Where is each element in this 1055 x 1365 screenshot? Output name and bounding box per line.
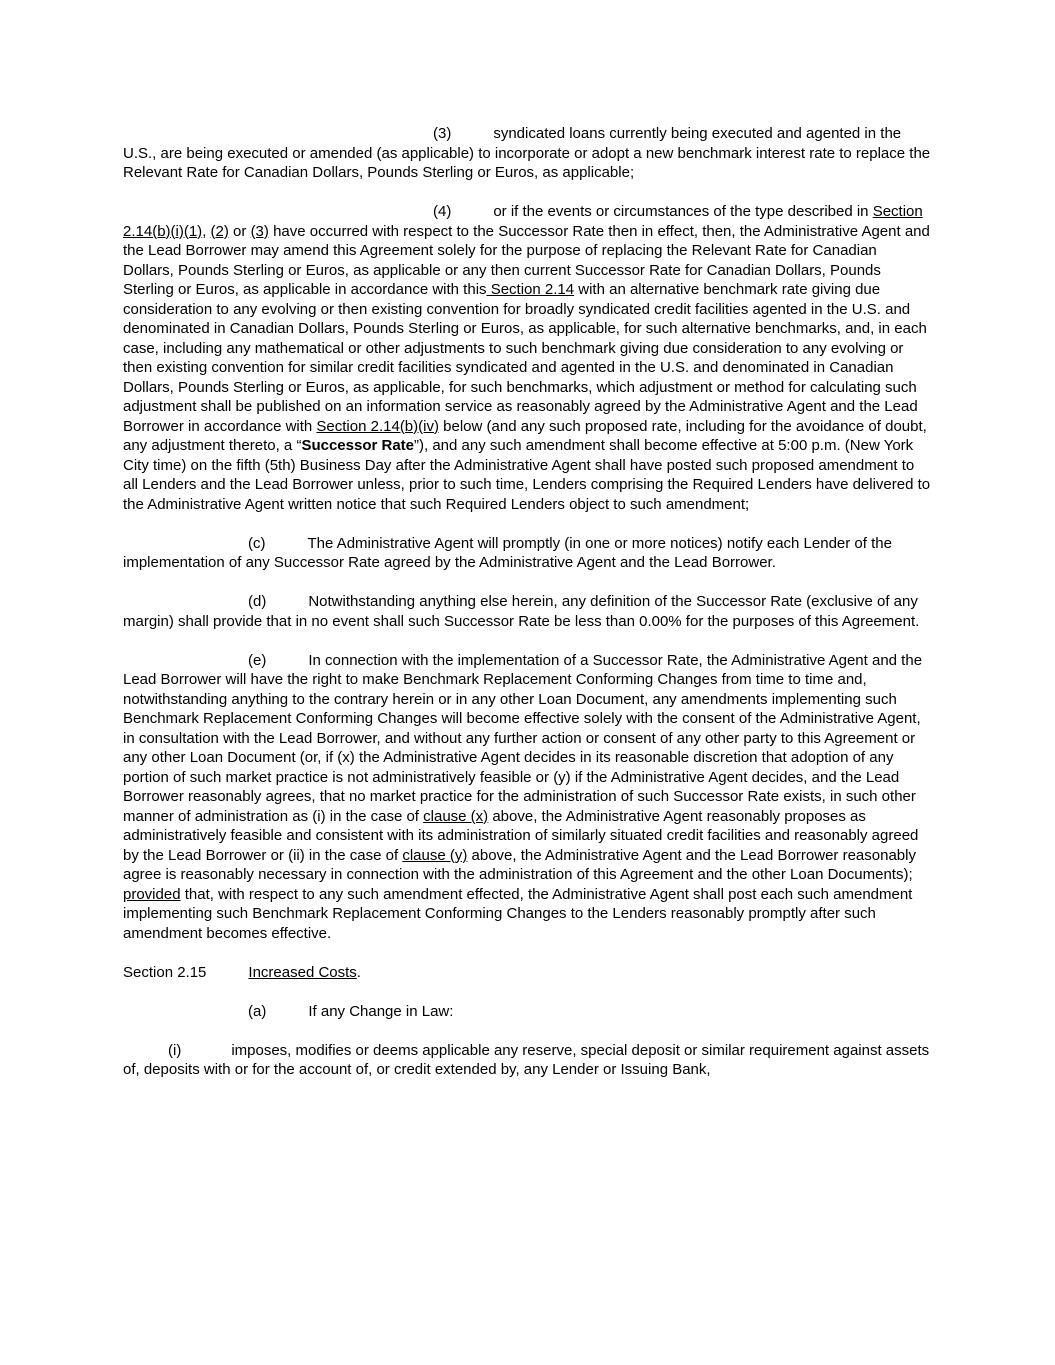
underlined-reference: provided (123, 885, 181, 903)
text-run: or if the events or circumstances of the type described in (493, 203, 873, 220)
text-run: (4) (433, 203, 452, 220)
text-run: Section 2.15 (123, 963, 207, 981)
text-run: , (202, 222, 211, 240)
text-run: above, the Administrative Agent reasonably proposes as administratively feasible and consistent with its administration of similarly situated credit facilities and reasonably agreed by the Lead Borrower or (ii) in the case of (123, 807, 919, 864)
text-run: In connection with the implementation of a Successor Rate, the Administrative Agent and the Lead Borrower will have the right to make Benchmark Replacement Conforming Changes from time to time and, notwithstanding anything to the contrary herein or in any other Loan Document, any amendments implementing such Benchmark Replacement Conforming Changes will become effective solely with the consent of the Administrative Agent, in consultation with the Lead Borrower, and without any further action or consent of any other party to this Agreement or any other Loan Document (or, if (x) the Administrative Agent decides in its reasonable discretion that adoption of any portion of such market practice is not administratively feasible or (y) if the Administrative Agent decides, and the Lead Borrower reasonably agrees, that no market practice for the administration of such Successor Rate exists, in such other manner of administration as (i) in the case of (123, 651, 923, 825)
underlined-reference: Section 2.14(b)(iv) (316, 417, 439, 435)
text-run: (e) (248, 651, 267, 669)
underlined-reference: (3) (250, 222, 269, 240)
text-run: Notwithstanding anything else herein, any definition of the Successor Rate (exclusive of any margin) shall provide that in no event shall such Successor Rate be less than 0.00% for the purposes of this Agreement. (123, 593, 920, 630)
section-2-15-heading (123, 963, 931, 983)
text-run: (d) (248, 593, 267, 610)
text-run: below (and any such proposed rate, including for the avoidance of doubt, any adjustment thereto, a “ (123, 417, 927, 454)
paragraph-a (123, 1002, 931, 1022)
text-run: that, with respect to any such amendment effected, the Administrative Agent shall post each such amendment implementing such Benchmark Replacement Conforming Changes to the Lenders reasonably promptly after such amendment becomes effective. (123, 885, 913, 942)
text-run: (a) (248, 1002, 267, 1020)
underlined-reference: Section 2.14 (486, 281, 575, 298)
paragraph-e (123, 651, 931, 944)
text-run: imposes, modifies or deems applicable any reserve, special deposit or similar requirement against assets of, deposits with or for the account of, or credit extended by, any Lender or Issuing Bank, (123, 1041, 930, 1078)
text-run: ”), and any such amendment shall become effective at 5:00 p.m. (New York City time) on the fifth (5th) Business Day after the Administrative Agent shall have posted such proposed amendment to all Lenders and the Lead Borrower unless, prior to such time, Lenders comprising the Required Lenders have delivered to the Administrative Agent written notice that such Required Lenders object to such amendment; (123, 437, 931, 513)
underlined-reference: clause (y) (402, 846, 468, 864)
clause-3-paragraph (123, 124, 931, 183)
text-run: (3) (433, 125, 452, 142)
paragraph-c (123, 534, 931, 573)
text-run: (c) (248, 534, 266, 552)
text-run: above, the Administrative Agent and the Lead Borrower reasonably agree is reasonably necessary in connection with the administration of this Agreement and the other Loan Documents); (123, 846, 916, 883)
text-run: . (356, 963, 361, 981)
underlined-reference: Increased Costs (248, 963, 357, 981)
text-run: or (228, 222, 251, 240)
underlined-reference: clause (x) (423, 807, 489, 825)
text-run: (i) (168, 1041, 182, 1059)
text-run: If any Change in Law: (308, 1002, 454, 1020)
document-body (123, 124, 931, 1099)
text-run: have occurred with respect to the Successor Rate then in effect, then, the Administrative Agent and the Lead Borrower may amend this Agreement solely for the purpose of replacing the Relevant Rate for Canadian Dollars, Pounds Sterling or Euros, as applicable or any then current Successor Rate for Canadian Dollars, Pounds Sterling or Euros, as applicable in accordance with this (123, 222, 930, 298)
text-run: with an alternative benchmark rate giving due consideration to any evolving or then existing convention for broadly syndicated credit facilities agented in the U.S. and denominated in Canadian Dollars, Pounds Sterling or Euros, as applicable, for such alternative benchmarks, and, in each case, including any mathematical or other adjustments to such benchmark giving due consideration to any evolving or then existing convention for similar credit facilities syndicated and agented in the U.S. and denominated in Canadian Dollars, Pounds Sterling or Euros, as applicable, for such benchmarks, which adjustment or method for calculating such adjustment shall be published on an information service as reasonably agreed by the Administrative Agent and the Lead Borrower in accordance with (123, 281, 927, 435)
text-run: syndicated loans currently being executed and agented in the U.S., are being executed or amended (as applicable) to incorporate or adopt a new benchmark interest rate to replace the Relevant Rate for Canadian Dollars, Pounds Sterling or Euros, as applicable; (123, 125, 931, 181)
paragraph-d (123, 592, 931, 631)
clause-i-paragraph (123, 1041, 931, 1080)
defined-term: Successor Rate (301, 437, 414, 454)
text-run: The Administrative Agent will promptly (in one or more notices) notify each Lender of the implementation of any Successor Rate agreed by the Administrative Agent and the Lead Borrower. (123, 534, 892, 571)
clause-4-paragraph (123, 202, 931, 514)
underlined-reference: Section 2.14(b)(i)(1) (123, 203, 923, 240)
underlined-reference: (2) (210, 222, 229, 240)
